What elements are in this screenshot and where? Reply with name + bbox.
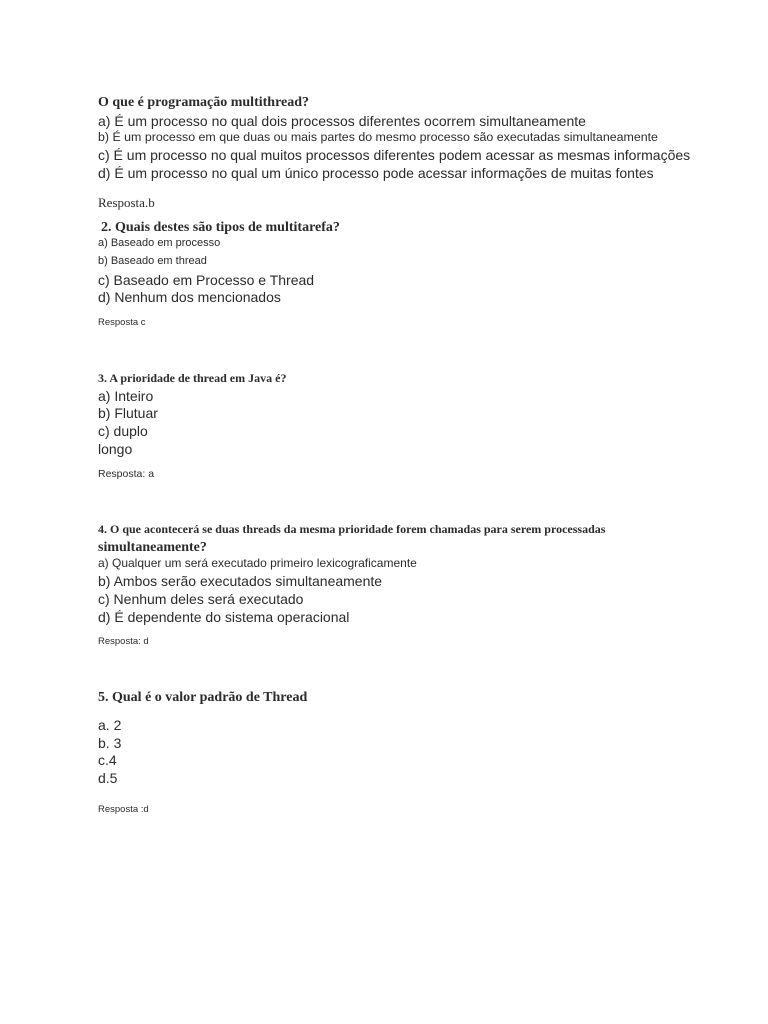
question-1-option-b: b) É um processo em que duas ou mais partes do mesmo processo são executadas simultaneamente — [98, 130, 658, 144]
question-4-option-a: a) Qualquer um será executado primeiro lexicograficamente — [98, 556, 417, 570]
question-5-title: 5. Qual é o valor padrão de Thread — [98, 690, 308, 705]
question-3-title: 3. A prioridade de thread em Java é? — [98, 371, 287, 385]
question-2-option-d: d) Nenhum dos mencionados — [98, 289, 281, 305]
question-3-option-d: longo — [98, 441, 133, 457]
question-3-option-b: b) Flutuar — [98, 405, 158, 421]
question-4-option-c: c) Nenhum deles será executado — [98, 591, 304, 607]
question-4-answer: Resposta: d — [98, 636, 149, 647]
question-1-title: O que é programação multithread? — [98, 95, 310, 110]
question-2-option-c: c) Baseado em Processo e Thread — [98, 272, 315, 288]
question-5-option-c: c.4 — [98, 752, 117, 768]
question-2-title: 2. Quais destes são tipos de multitarefa? — [101, 220, 340, 235]
question-4-title-line-1: 4. O que acontecerá se duas threads da mesma prioridade forem chamadas para serem processadas — [98, 522, 606, 536]
question-1-option-d: d) É um processo no qual um único processo pode acessar informações de muitas fontes — [98, 165, 654, 181]
question-1-option-c: c) É um processo no qual muitos processos diferentes podem acessar as mesmas informações — [98, 147, 691, 163]
question-5-option-a: a. 2 — [98, 717, 122, 733]
question-3-answer: Resposta: a — [98, 468, 155, 480]
question-4-option-b: b) Ambos serão executados simultaneamente — [98, 573, 383, 589]
question-1-option-a: a) É um processo no qual dois processos diferentes ocorrem simultaneamente — [98, 113, 586, 129]
question-3-option-c: c) duplo — [98, 423, 148, 439]
question-2-option-a: a) Baseado em processo — [98, 237, 221, 249]
question-5-option-b: b. 3 — [98, 735, 122, 751]
question-2-answer: Resposta c — [98, 317, 146, 328]
question-1-answer: Resposta.b — [98, 195, 155, 210]
question-5-option-d: d.5 — [98, 770, 118, 786]
question-4-title-line-2: simultaneamente? — [98, 540, 207, 555]
question-4-option-d: d) É dependente do sistema operacional — [98, 609, 350, 625]
question-5-answer: Resposta :d — [98, 804, 149, 815]
question-2-option-b: b) Baseado em thread — [98, 255, 207, 267]
question-3-option-a: a) Inteiro — [98, 388, 154, 404]
